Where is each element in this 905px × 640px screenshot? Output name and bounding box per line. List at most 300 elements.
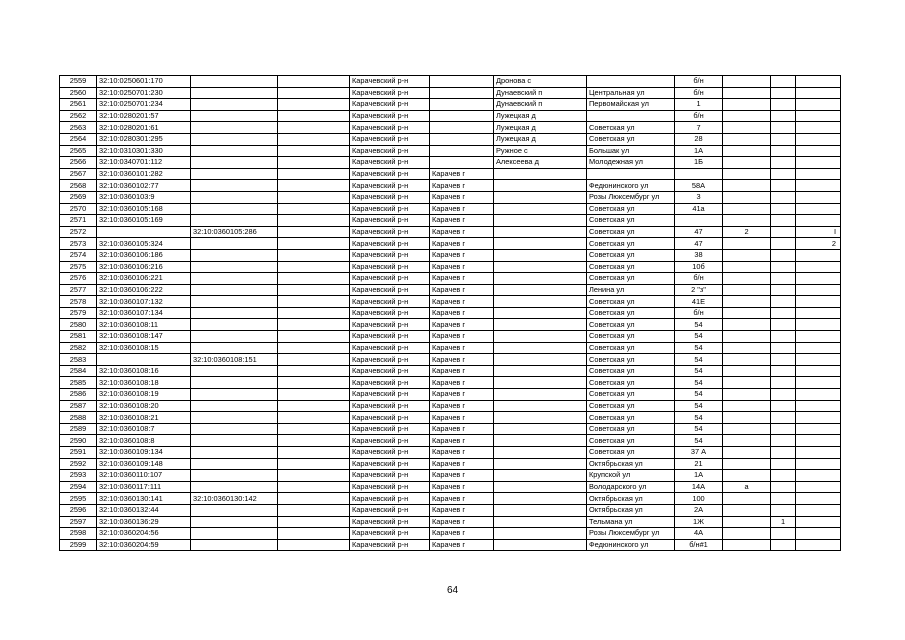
- street-cell: Советская ул: [587, 435, 675, 447]
- cadastral-number-cell: 32:10:0360101:282: [97, 168, 191, 180]
- related-cadastral-number-cell: [191, 539, 278, 551]
- row-number-cell: 2575: [60, 261, 97, 273]
- related-cadastral-number-cell: [191, 342, 278, 354]
- house-number-cell: [675, 168, 723, 180]
- district-cell: Карачевский р-н: [350, 133, 430, 145]
- city-cell: Карачев г: [430, 539, 494, 551]
- building-cell: [723, 458, 771, 470]
- street-cell: Советская ул: [587, 400, 675, 412]
- cadastral-number-cell: 32:10:0360108:15: [97, 342, 191, 354]
- row-number-cell: 2588: [60, 412, 97, 424]
- city-cell: [430, 76, 494, 88]
- premises-cell: [796, 365, 841, 377]
- district-cell: Карачевский р-н: [350, 412, 430, 424]
- city-cell: Карачев г: [430, 435, 494, 447]
- premises-cell: [796, 249, 841, 261]
- row-number-cell: 2568: [60, 180, 97, 192]
- settlement-cell: [494, 447, 587, 459]
- premises-cell: [796, 528, 841, 540]
- related-cadastral-number-cell: [191, 458, 278, 470]
- district-cell: Карачевский р-н: [350, 203, 430, 215]
- house-number-cell: 54: [675, 412, 723, 424]
- district-cell: Карачевский р-н: [350, 447, 430, 459]
- city-cell: Карачев г: [430, 354, 494, 366]
- extra-field-cell: [278, 215, 350, 227]
- premises-cell: [796, 110, 841, 122]
- settlement-cell: [494, 504, 587, 516]
- settlement-cell: [494, 423, 587, 435]
- row-number-cell: 2597: [60, 516, 97, 528]
- settlement-cell: [494, 296, 587, 308]
- row-number-cell: 2592: [60, 458, 97, 470]
- structure-cell: [771, 504, 796, 516]
- house-number-cell: 37 А: [675, 447, 723, 459]
- district-cell: Карачевский р-н: [350, 284, 430, 296]
- row-number-cell: 2599: [60, 539, 97, 551]
- cadastral-number-cell: 32:10:0360107:132: [97, 296, 191, 308]
- house-number-cell: 47: [675, 238, 723, 250]
- city-cell: Карачев г: [430, 423, 494, 435]
- table-row: [60, 458, 841, 470]
- structure-cell: 1: [771, 516, 796, 528]
- city-cell: Карачев г: [430, 249, 494, 261]
- row-number-cell: 2591: [60, 447, 97, 459]
- extra-field-cell: [278, 481, 350, 493]
- settlement-cell: [494, 342, 587, 354]
- table-row: [60, 319, 841, 331]
- cadastral-number-cell: 32:10:0250601:170: [97, 76, 191, 88]
- building-cell: [723, 470, 771, 482]
- district-cell: Карачевский р-н: [350, 261, 430, 273]
- settlement-cell: [494, 435, 587, 447]
- street-cell: [587, 76, 675, 88]
- house-number-cell: б/н#1: [675, 539, 723, 551]
- registry-table: [59, 75, 841, 551]
- street-cell: Большак ул: [587, 145, 675, 157]
- premises-cell: [796, 122, 841, 134]
- house-number-cell: 10б: [675, 261, 723, 273]
- settlement-cell: [494, 493, 587, 505]
- building-cell: [723, 447, 771, 459]
- cadastral-number-cell: 32:10:0360108:8: [97, 435, 191, 447]
- premises-cell: [796, 145, 841, 157]
- related-cadastral-number-cell: [191, 133, 278, 145]
- premises-cell: I: [796, 226, 841, 238]
- house-number-cell: 3: [675, 191, 723, 203]
- table-row: [60, 365, 841, 377]
- district-cell: Карачевский р-н: [350, 273, 430, 285]
- related-cadastral-number-cell: [191, 516, 278, 528]
- settlement-cell: [494, 354, 587, 366]
- table-row: [60, 203, 841, 215]
- street-cell: Советская ул: [587, 342, 675, 354]
- city-cell: Карачев г: [430, 226, 494, 238]
- structure-cell: [771, 470, 796, 482]
- building-cell: [723, 377, 771, 389]
- cadastral-number-cell: 32:10:0360108:18: [97, 377, 191, 389]
- table-row: [60, 342, 841, 354]
- structure-cell: [771, 331, 796, 343]
- table-row: [60, 76, 841, 88]
- cadastral-number-cell: [97, 226, 191, 238]
- house-number-cell: 41Е: [675, 296, 723, 308]
- house-number-cell: 54: [675, 389, 723, 401]
- table-row: [60, 412, 841, 424]
- street-cell: Советская ул: [587, 423, 675, 435]
- district-cell: Карачевский р-н: [350, 99, 430, 111]
- related-cadastral-number-cell: [191, 365, 278, 377]
- extra-field-cell: [278, 122, 350, 134]
- street-cell: Первомайская ул: [587, 99, 675, 111]
- street-cell: Советская ул: [587, 389, 675, 401]
- settlement-cell: [494, 284, 587, 296]
- related-cadastral-number-cell: [191, 528, 278, 540]
- related-cadastral-number-cell: [191, 180, 278, 192]
- street-cell: Советская ул: [587, 249, 675, 261]
- cadastral-number-cell: 32:10:0280201:61: [97, 122, 191, 134]
- page-number: 64: [446, 585, 459, 596]
- building-cell: [723, 122, 771, 134]
- related-cadastral-number-cell: [191, 215, 278, 227]
- settlement-cell: [494, 191, 587, 203]
- district-cell: Карачевский р-н: [350, 389, 430, 401]
- house-number-cell: 47: [675, 226, 723, 238]
- table-row: [60, 435, 841, 447]
- row-number-cell: 2589: [60, 423, 97, 435]
- structure-cell: [771, 261, 796, 273]
- district-cell: Карачевский р-н: [350, 354, 430, 366]
- structure-cell: [771, 110, 796, 122]
- district-cell: Карачевский р-н: [350, 76, 430, 88]
- building-cell: [723, 180, 771, 192]
- table-row: [60, 447, 841, 459]
- premises-cell: [796, 133, 841, 145]
- row-number-cell: 2581: [60, 331, 97, 343]
- table-row: [60, 470, 841, 482]
- cadastral-number-cell: 32:10:0340701:112: [97, 157, 191, 169]
- extra-field-cell: [278, 296, 350, 308]
- premises-cell: [796, 458, 841, 470]
- table-row: [60, 307, 841, 319]
- city-cell: Карачев г: [430, 168, 494, 180]
- cadastral-number-cell: 32:10:0360108:11: [97, 319, 191, 331]
- district-cell: Карачевский р-н: [350, 516, 430, 528]
- city-cell: [430, 133, 494, 145]
- premises-cell: [796, 539, 841, 551]
- registry-table-body: [60, 76, 841, 551]
- street-cell: Советская ул: [587, 122, 675, 134]
- house-number-cell: 54: [675, 435, 723, 447]
- cadastral-number-cell: 32:10:0360117:111: [97, 481, 191, 493]
- building-cell: [723, 423, 771, 435]
- extra-field-cell: [278, 238, 350, 250]
- row-number-cell: 2559: [60, 76, 97, 88]
- district-cell: Карачевский р-н: [350, 226, 430, 238]
- city-cell: Карачев г: [430, 528, 494, 540]
- cadastral-number-cell: 32:10:0360204:56: [97, 528, 191, 540]
- premises-cell: [796, 273, 841, 285]
- extra-field-cell: [278, 493, 350, 505]
- structure-cell: [771, 203, 796, 215]
- related-cadastral-number-cell: [191, 296, 278, 308]
- premises-cell: [796, 157, 841, 169]
- table-row: [60, 191, 841, 203]
- premises-cell: [796, 296, 841, 308]
- house-number-cell: 2 "з": [675, 284, 723, 296]
- house-number-cell: 2А: [675, 504, 723, 516]
- structure-cell: [771, 180, 796, 192]
- settlement-cell: [494, 389, 587, 401]
- table-row: [60, 110, 841, 122]
- house-number-cell: б/н: [675, 307, 723, 319]
- cadastral-number-cell: [97, 354, 191, 366]
- structure-cell: [771, 122, 796, 134]
- building-cell: [723, 145, 771, 157]
- structure-cell: [771, 435, 796, 447]
- cadastral-number-cell: 32:10:0360108:147: [97, 331, 191, 343]
- settlement-cell: [494, 203, 587, 215]
- district-cell: Карачевский р-н: [350, 157, 430, 169]
- table-row: [60, 528, 841, 540]
- related-cadastral-number-cell: [191, 504, 278, 516]
- related-cadastral-number-cell: [191, 168, 278, 180]
- settlement-cell: [494, 249, 587, 261]
- settlement-cell: Лужецкая д: [494, 110, 587, 122]
- house-number-cell: 100: [675, 493, 723, 505]
- row-number-cell: 2578: [60, 296, 97, 308]
- district-cell: Карачевский р-н: [350, 504, 430, 516]
- district-cell: Карачевский р-н: [350, 528, 430, 540]
- cadastral-number-cell: 32:10:0360204:59: [97, 539, 191, 551]
- extra-field-cell: [278, 539, 350, 551]
- cadastral-number-cell: 32:10:0360106:221: [97, 273, 191, 285]
- table-row: [60, 539, 841, 551]
- city-cell: Карачев г: [430, 331, 494, 343]
- cadastral-number-cell: 32:10:0360105:324: [97, 238, 191, 250]
- row-number-cell: 2566: [60, 157, 97, 169]
- street-cell: Советская ул: [587, 203, 675, 215]
- city-cell: Карачев г: [430, 273, 494, 285]
- street-cell: Советская ул: [587, 273, 675, 285]
- street-cell: Советская ул: [587, 296, 675, 308]
- settlement-cell: [494, 481, 587, 493]
- city-cell: Карачев г: [430, 447, 494, 459]
- house-number-cell: б/н: [675, 76, 723, 88]
- building-cell: [723, 354, 771, 366]
- table-row: [60, 226, 841, 238]
- settlement-cell: [494, 516, 587, 528]
- district-cell: Карачевский р-н: [350, 87, 430, 99]
- related-cadastral-number-cell: [191, 110, 278, 122]
- street-cell: Молодежная ул: [587, 157, 675, 169]
- related-cadastral-number-cell: [191, 284, 278, 296]
- row-number-cell: 2594: [60, 481, 97, 493]
- city-cell: Карачев г: [430, 458, 494, 470]
- cadastral-number-cell: 32:10:0360132:44: [97, 504, 191, 516]
- structure-cell: [771, 273, 796, 285]
- structure-cell: [771, 307, 796, 319]
- settlement-cell: [494, 319, 587, 331]
- district-cell: Карачевский р-н: [350, 377, 430, 389]
- settlement-cell: [494, 273, 587, 285]
- building-cell: [723, 99, 771, 111]
- row-number-cell: 2565: [60, 145, 97, 157]
- row-number-cell: 2572: [60, 226, 97, 238]
- city-cell: Карачев г: [430, 470, 494, 482]
- related-cadastral-number-cell: [191, 423, 278, 435]
- table-row: [60, 261, 841, 273]
- settlement-cell: [494, 539, 587, 551]
- extra-field-cell: [278, 157, 350, 169]
- cadastral-number-cell: 32:10:0280301:295: [97, 133, 191, 145]
- house-number-cell: 41а: [675, 203, 723, 215]
- city-cell: Карачев г: [430, 389, 494, 401]
- city-cell: [430, 99, 494, 111]
- table-row: [60, 516, 841, 528]
- row-number-cell: 2579: [60, 307, 97, 319]
- premises-cell: [796, 412, 841, 424]
- premises-cell: [796, 215, 841, 227]
- row-number-cell: 2560: [60, 87, 97, 99]
- building-cell: [723, 191, 771, 203]
- house-number-cell: 54: [675, 342, 723, 354]
- city-cell: [430, 122, 494, 134]
- related-cadastral-number-cell: [191, 331, 278, 343]
- cadastral-number-cell: 32:10:0250701:234: [97, 99, 191, 111]
- structure-cell: [771, 284, 796, 296]
- district-cell: Карачевский р-н: [350, 307, 430, 319]
- extra-field-cell: [278, 354, 350, 366]
- house-number-cell: 54: [675, 377, 723, 389]
- premises-cell: [796, 447, 841, 459]
- related-cadastral-number-cell: [191, 481, 278, 493]
- extra-field-cell: [278, 87, 350, 99]
- street-cell: Октябрьская ул: [587, 458, 675, 470]
- row-number-cell: 2595: [60, 493, 97, 505]
- table-row: [60, 273, 841, 285]
- street-cell: Советская ул: [587, 354, 675, 366]
- city-cell: Карачев г: [430, 180, 494, 192]
- structure-cell: [771, 400, 796, 412]
- premises-cell: 2: [796, 238, 841, 250]
- extra-field-cell: [278, 203, 350, 215]
- street-cell: Советская ул: [587, 261, 675, 273]
- district-cell: Карачевский р-н: [350, 458, 430, 470]
- extra-field-cell: [278, 528, 350, 540]
- house-number-cell: б/н: [675, 273, 723, 285]
- district-cell: Карачевский р-н: [350, 435, 430, 447]
- city-cell: [430, 157, 494, 169]
- related-cadastral-number-cell: [191, 400, 278, 412]
- extra-field-cell: [278, 342, 350, 354]
- row-number-cell: 2573: [60, 238, 97, 250]
- district-cell: Карачевский р-н: [350, 400, 430, 412]
- building-cell: [723, 539, 771, 551]
- premises-cell: [796, 331, 841, 343]
- settlement-cell: [494, 458, 587, 470]
- related-cadastral-number-cell: [191, 191, 278, 203]
- building-cell: а: [723, 481, 771, 493]
- house-number-cell: 14А: [675, 481, 723, 493]
- extra-field-cell: [278, 284, 350, 296]
- building-cell: [723, 87, 771, 99]
- table-row: [60, 481, 841, 493]
- extra-field-cell: [278, 261, 350, 273]
- related-cadastral-number-cell: [191, 307, 278, 319]
- row-number-cell: 2583: [60, 354, 97, 366]
- premises-cell: [796, 180, 841, 192]
- structure-cell: [771, 249, 796, 261]
- district-cell: Карачевский р-н: [350, 215, 430, 227]
- cadastral-number-cell: 32:10:0310301:330: [97, 145, 191, 157]
- extra-field-cell: [278, 110, 350, 122]
- row-number-cell: 2563: [60, 122, 97, 134]
- street-cell: [587, 168, 675, 180]
- settlement-cell: [494, 400, 587, 412]
- district-cell: Карачевский р-н: [350, 342, 430, 354]
- row-number-cell: 2561: [60, 99, 97, 111]
- row-number-cell: 2567: [60, 168, 97, 180]
- city-cell: Карачев г: [430, 203, 494, 215]
- premises-cell: [796, 203, 841, 215]
- building-cell: [723, 504, 771, 516]
- district-cell: Карачевский р-н: [350, 249, 430, 261]
- settlement-cell: [494, 412, 587, 424]
- settlement-cell: [494, 365, 587, 377]
- extra-field-cell: [278, 400, 350, 412]
- building-cell: [723, 249, 771, 261]
- building-cell: [723, 307, 771, 319]
- table-row: [60, 331, 841, 343]
- premises-cell: [796, 400, 841, 412]
- premises-cell: [796, 389, 841, 401]
- settlement-cell: Дунаевский п: [494, 99, 587, 111]
- row-number-cell: 2562: [60, 110, 97, 122]
- building-cell: [723, 133, 771, 145]
- premises-cell: [796, 261, 841, 273]
- street-cell: Советская ул: [587, 331, 675, 343]
- table-row: [60, 215, 841, 227]
- related-cadastral-number-cell: 32:10:0360130:142: [191, 493, 278, 505]
- extra-field-cell: [278, 145, 350, 157]
- cadastral-number-cell: 32:10:0360109:148: [97, 458, 191, 470]
- cadastral-number-cell: 32:10:0360110:107: [97, 470, 191, 482]
- related-cadastral-number-cell: [191, 76, 278, 88]
- cadastral-number-cell: 32:10:0360136:29: [97, 516, 191, 528]
- table-row: [60, 168, 841, 180]
- extra-field-cell: [278, 307, 350, 319]
- building-cell: [723, 528, 771, 540]
- city-cell: Карачев г: [430, 516, 494, 528]
- settlement-cell: [494, 528, 587, 540]
- city-cell: [430, 87, 494, 99]
- extra-field-cell: [278, 516, 350, 528]
- house-number-cell: 58А: [675, 180, 723, 192]
- extra-field-cell: [278, 249, 350, 261]
- city-cell: Карачев г: [430, 481, 494, 493]
- structure-cell: [771, 447, 796, 459]
- settlement-cell: Лужецкая д: [494, 133, 587, 145]
- extra-field-cell: [278, 226, 350, 238]
- building-cell: [723, 76, 771, 88]
- related-cadastral-number-cell: [191, 447, 278, 459]
- district-cell: Карачевский р-н: [350, 168, 430, 180]
- settlement-cell: Дунаевский п: [494, 87, 587, 99]
- building-cell: [723, 284, 771, 296]
- city-cell: Карачев г: [430, 400, 494, 412]
- city-cell: Карачев г: [430, 319, 494, 331]
- premises-cell: [796, 319, 841, 331]
